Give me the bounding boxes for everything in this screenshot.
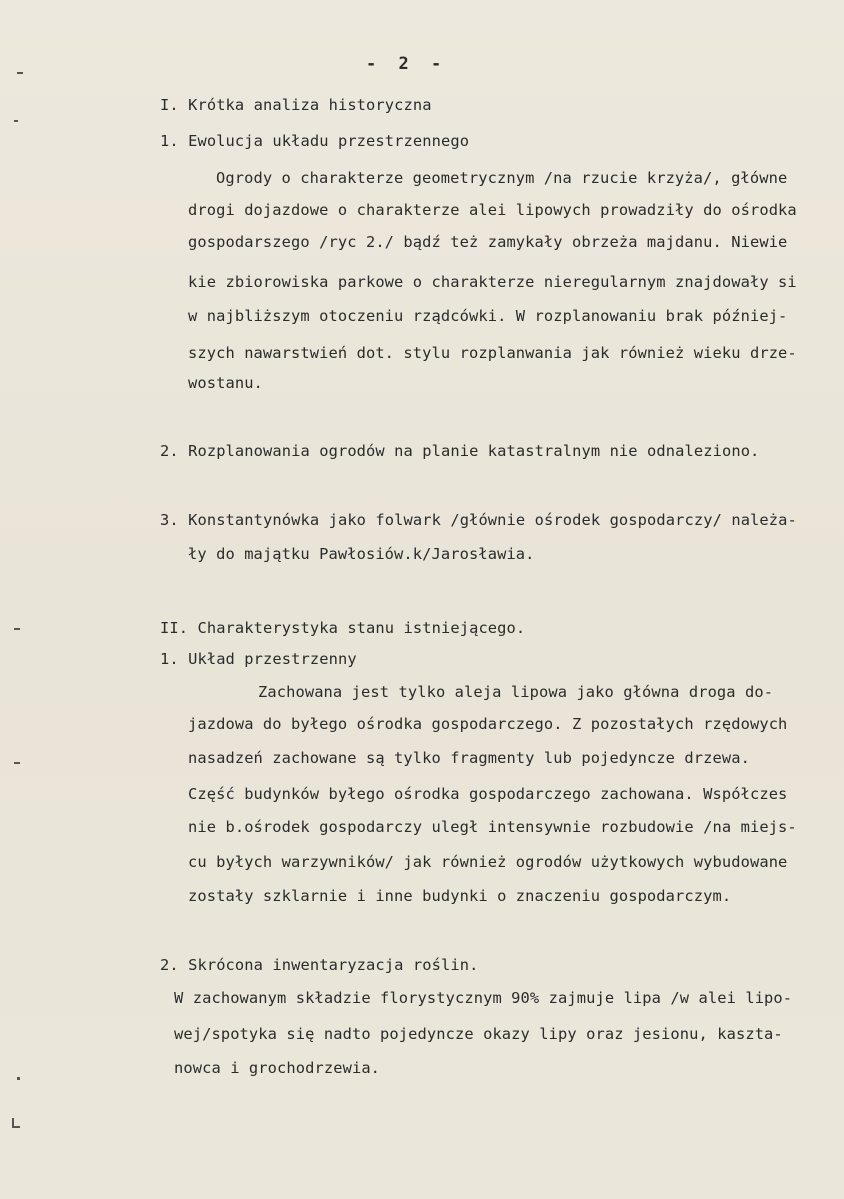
paragraph-line: Część budynków byłego ośrodka gospodarczego zachowana. Współczes <box>188 785 788 803</box>
margin-mark <box>12 1126 20 1128</box>
subsection-title: 1. Układ przestrzenny <box>160 650 357 668</box>
list-item: 2. Rozplanowania ogrodów na planie katastralnym nie odnaleziono. <box>160 442 760 460</box>
page-number: - 2 - <box>366 54 448 74</box>
paragraph-line: w najbliższym otoczeniu rządcówki. W rozplanowaniu brak później- <box>188 307 788 325</box>
paragraph-line: wej/spotyka się nadto pojedyncze okazy lipy oraz jesionu, kaszta- <box>174 1025 783 1043</box>
paragraph-line: drogi dojazdowe o charakterze alei lipowych prowadziły do ośrodka <box>188 201 797 219</box>
margin-mark <box>14 120 18 122</box>
section-heading: I. Krótka analiza historyczna <box>160 96 432 114</box>
paragraph-line: jazdowa do byłego ośrodka gospodarczego. Z pozostałych rzędowych <box>188 715 788 733</box>
paragraph-line: kie zbiorowiska parkowe o charakterze nieregularnym znajdowały si <box>188 273 797 291</box>
margin-mark <box>17 72 23 74</box>
paragraph-line: nasadzeń zachowane są tylko fragmenty lub pojedyncze drzewa. <box>188 749 750 767</box>
list-item: 3. Konstantynówka jako folwark /głównie ośrodek gospodarczy/ należa- <box>160 511 797 529</box>
list-item: ły do majątku Pawłosiów.k/Jarosławia. <box>188 545 535 563</box>
subsection-title: 2. Skrócona inwentaryzacja roślin. <box>160 956 479 974</box>
paragraph-line: wostanu. <box>188 374 263 392</box>
paragraph-line: nie b.ośrodek gospodarczy uległ intensywnie rozbudowie /na miejs- <box>188 818 797 836</box>
paragraph-line: nowca i grochodrzewia. <box>174 1059 381 1077</box>
margin-mark <box>17 1077 20 1080</box>
margin-mark <box>14 762 20 764</box>
margin-mark <box>14 628 20 630</box>
margin-mark <box>12 1118 14 1126</box>
subsection-title: 1. Ewolucja układu przestrzennego <box>160 132 470 150</box>
paragraph-line: cu byłych warzywników/ jak również ogrodów użytkowych wybudowane <box>188 853 788 871</box>
section-heading: II. Charakterystyka stanu istniejącego. <box>160 619 526 637</box>
paragraph-line: Zachowana jest tylko aleja lipowa jako główna droga do- <box>258 683 774 701</box>
paragraph-line: Ogrody o charakterze geometrycznym /na rzucie krzyża/, główne <box>216 169 788 187</box>
paragraph-line: W zachowanym składzie florystycznym 90% zajmuje lipa /w alei lipo- <box>174 989 793 1007</box>
paragraph-line: gospodarszego /ryc 2./ bądź też zamykały obrzeża majdanu. Niewie <box>188 233 788 251</box>
paragraph-line: zostały szklarnie i inne budynki o znaczeniu gospodarczym. <box>188 887 732 905</box>
paragraph-line: szych nawarstwień dot. stylu rozplanwania jak również wieku drze- <box>188 344 797 362</box>
